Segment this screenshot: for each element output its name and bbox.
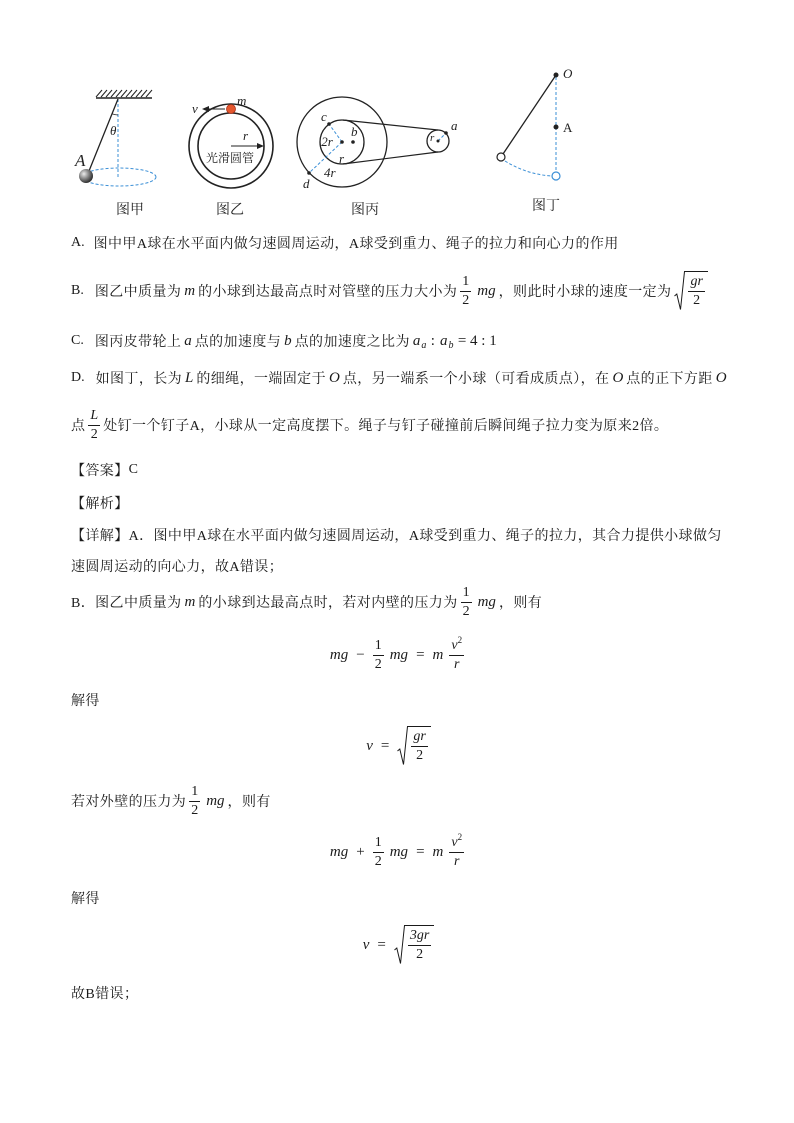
option-text: 图中甲A球在水平面内做匀速圆周运动，A球受到重力、绳子的拉力和向心力的作用 bbox=[93, 237, 619, 252]
mg-symbol: mg bbox=[206, 792, 225, 809]
solve-line-2 bbox=[71, 876, 100, 920]
solve-text: 解得 bbox=[71, 694, 100, 709]
mass-symbol: m bbox=[432, 646, 444, 663]
text-segment: 图丙皮带轮上 bbox=[94, 335, 182, 350]
fraction-denominator: 2 bbox=[462, 292, 470, 308]
radicand bbox=[405, 925, 434, 965]
text-segment: 点，另一端系一个小球（可看成质点），在 bbox=[342, 372, 610, 387]
theta-arc bbox=[112, 114, 118, 115]
fraction-numerator: gr bbox=[688, 274, 704, 292]
fraction-numerator: L bbox=[88, 408, 100, 426]
accel-a-symbol: a bbox=[412, 332, 421, 349]
mg-symbol: mg bbox=[389, 843, 409, 860]
square-exponent: 2 bbox=[457, 634, 463, 645]
text-segment: ，则有 bbox=[498, 596, 543, 611]
detail-b-intro bbox=[71, 580, 542, 624]
pivot-o-dot bbox=[554, 73, 559, 78]
fraction-numerator: 1 bbox=[373, 835, 384, 853]
fraction-denominator: 2 bbox=[90, 426, 98, 442]
conclusion-text: 故B错误； bbox=[71, 987, 139, 1002]
square-exponent: 2 bbox=[457, 831, 463, 842]
option-d-line-1 bbox=[71, 356, 730, 400]
radius-a-label: r bbox=[430, 132, 435, 144]
radicand bbox=[685, 271, 707, 311]
equals-operator: = bbox=[380, 737, 390, 754]
answer-value: C bbox=[128, 462, 139, 477]
detail-text: 速圆周运动的向心力，故A错误； bbox=[71, 560, 284, 575]
text-segment: 处钉一个钉子A，小球从一定高度摆下。绳子与钉子碰撞前后瞬间绳子拉力变为原来2倍。 bbox=[103, 419, 669, 434]
figure-yi bbox=[189, 93, 273, 218]
nail-a-label: A bbox=[563, 120, 573, 135]
result-inner-wall bbox=[0, 724, 794, 768]
accel-b-symbol: a bbox=[439, 332, 448, 349]
ball-bottom bbox=[552, 172, 560, 180]
fraction-numerator: 1 bbox=[461, 585, 472, 603]
fraction-one-half bbox=[189, 784, 200, 819]
velocity-arrowhead bbox=[202, 106, 209, 112]
point-b-label: b bbox=[351, 124, 358, 139]
solve-line-1 bbox=[71, 678, 100, 722]
radius-c-label: 2r bbox=[321, 134, 333, 149]
fraction-denominator: 2 bbox=[416, 947, 424, 962]
point-d-dot bbox=[307, 171, 311, 175]
option-label: C. bbox=[71, 333, 84, 348]
text-segment: B．图乙中质量为 bbox=[71, 596, 182, 611]
text-segment: ，则有 bbox=[227, 795, 271, 810]
fraction-gr-over-2 bbox=[411, 729, 427, 764]
figure-caption: 图甲 bbox=[116, 203, 144, 218]
detail-text: A．图中甲A球在水平面内做匀速圆周运动，A球受到重力、绳子的拉力，其合力提供小球做匀 bbox=[128, 529, 722, 544]
mg-symbol: mg bbox=[329, 646, 349, 663]
point-b-dot bbox=[351, 140, 355, 144]
fraction-3gr-over-2 bbox=[408, 928, 431, 963]
result-outer-wall bbox=[0, 923, 794, 967]
text-segment: 的小球到达最高点时对管壁的压力大小为 bbox=[198, 285, 458, 300]
accel-a-subscript: a bbox=[421, 339, 427, 351]
option-label: D. bbox=[71, 370, 85, 385]
radius-b-label: r bbox=[339, 151, 345, 166]
length-symbol: L bbox=[185, 369, 194, 386]
point-a-label: a bbox=[451, 118, 458, 133]
equation-inner-wall bbox=[0, 633, 794, 677]
pivot-o-label: O bbox=[563, 66, 573, 81]
ratio-value: = 4 : 1 bbox=[457, 332, 497, 349]
text-segment: 图乙中质量为 bbox=[94, 285, 182, 300]
point-a-dot bbox=[444, 131, 448, 135]
velocity-symbol: v bbox=[451, 637, 458, 653]
fraction-numerator bbox=[449, 831, 464, 853]
radius-label: r bbox=[243, 128, 249, 143]
ball-a bbox=[79, 169, 93, 183]
velocity-symbol: v bbox=[362, 936, 370, 953]
mass-ball bbox=[227, 105, 236, 114]
velocity-symbol: v bbox=[451, 834, 458, 850]
text-segment: 点的加速度之比为 bbox=[294, 335, 410, 350]
point-o-symbol: O bbox=[715, 369, 727, 386]
outer-wall-intro bbox=[71, 779, 271, 823]
figure-jia bbox=[74, 90, 156, 218]
figures-panel bbox=[0, 0, 794, 225]
mg-symbol: mg bbox=[477, 593, 496, 610]
point-c-dot bbox=[327, 122, 331, 126]
plus-operator: + bbox=[356, 843, 365, 860]
equation-outer-wall bbox=[0, 830, 794, 874]
sqrt-expression bbox=[394, 925, 434, 965]
mass-symbol: m bbox=[184, 593, 196, 610]
ceiling-hatch bbox=[96, 90, 152, 97]
ratio-colon: : bbox=[430, 332, 435, 349]
radical-stroke bbox=[394, 926, 405, 964]
point-b-symbol: b bbox=[284, 332, 292, 349]
fraction-numerator: gr bbox=[411, 729, 427, 747]
radius-d-label: 4r bbox=[324, 165, 336, 180]
figure-bing bbox=[297, 97, 458, 218]
sqrt-expression bbox=[674, 271, 707, 311]
theta-label: θ bbox=[110, 123, 117, 138]
point-c-label: c bbox=[321, 109, 327, 124]
orbit-path bbox=[82, 168, 156, 186]
option-label: B. bbox=[71, 283, 84, 298]
mg-symbol: mg bbox=[389, 646, 409, 663]
nail-a-dot bbox=[554, 125, 559, 130]
fraction-denominator: 2 bbox=[374, 656, 382, 672]
radical-sign bbox=[394, 925, 405, 965]
fraction-denominator: 2 bbox=[191, 802, 199, 818]
radical-stroke bbox=[398, 727, 409, 765]
text-segment: 的细绳，一端固定于 bbox=[196, 372, 326, 387]
fraction-l-over-2 bbox=[88, 408, 100, 443]
small-pulley-center bbox=[437, 140, 440, 143]
radical-sign bbox=[397, 726, 408, 766]
radical-sign bbox=[674, 271, 685, 311]
text-segment: 若对外壁的压力为 bbox=[71, 795, 187, 810]
figure-caption: 图丙 bbox=[351, 203, 379, 218]
radicand bbox=[408, 726, 430, 766]
point-d-label: d bbox=[303, 176, 310, 191]
point-o-symbol: O bbox=[328, 369, 340, 386]
figure-ding bbox=[497, 66, 573, 214]
ball-start bbox=[497, 153, 505, 161]
fraction-numerator bbox=[449, 634, 464, 656]
radical-stroke bbox=[675, 272, 686, 310]
mg-symbol: mg bbox=[329, 843, 349, 860]
option-a bbox=[71, 221, 619, 265]
fraction-one-half bbox=[373, 835, 384, 870]
equals-operator: = bbox=[416, 646, 425, 663]
fraction-denominator: r bbox=[454, 853, 460, 869]
text-segment: 点的正下方距 bbox=[626, 372, 713, 387]
fraction-numerator: 1 bbox=[373, 638, 384, 656]
ball-a-label: A bbox=[75, 151, 86, 170]
conclusion-line bbox=[71, 971, 138, 1015]
answer-tag: 【答案】 bbox=[71, 464, 129, 479]
fraction-denominator: 2 bbox=[374, 853, 382, 869]
detail-tag: 【详解】 bbox=[71, 529, 129, 544]
mass-label: m bbox=[237, 93, 247, 108]
mass-symbol: m bbox=[184, 282, 196, 299]
fraction-numerator: 3gr bbox=[408, 928, 431, 946]
fraction-gr-over-2 bbox=[688, 274, 704, 309]
text-segment: 点 bbox=[71, 419, 86, 434]
large-pulley-center bbox=[340, 140, 344, 144]
fraction-numerator: 1 bbox=[460, 274, 471, 292]
radius-arrowhead bbox=[257, 143, 264, 149]
equals-operator: = bbox=[377, 936, 386, 953]
point-a-symbol: a bbox=[184, 332, 192, 349]
text-segment: 的小球到达最高点时，若对内壁的压力为 bbox=[198, 596, 458, 611]
option-b bbox=[71, 269, 708, 313]
fraction-one-half bbox=[461, 585, 472, 620]
sqrt-expression bbox=[397, 726, 430, 766]
mg-symbol: mg bbox=[477, 282, 496, 299]
solve-text: 解得 bbox=[71, 892, 100, 907]
velocity-symbol: v bbox=[366, 737, 373, 754]
fraction-v2-over-r bbox=[449, 634, 464, 673]
fraction-denominator: r bbox=[454, 656, 460, 672]
mass-symbol: m bbox=[432, 843, 444, 860]
option-label: A. bbox=[71, 235, 85, 250]
swing-arc bbox=[505, 161, 552, 176]
velocity-label: v bbox=[192, 101, 198, 116]
fraction-denominator: 2 bbox=[462, 603, 470, 619]
text-segment: 如图丁，长为 bbox=[95, 372, 183, 387]
minus-operator: − bbox=[356, 646, 365, 663]
fraction-v2-over-r bbox=[449, 831, 464, 870]
figure-caption: 图乙 bbox=[216, 203, 244, 218]
fraction-denominator: 2 bbox=[693, 293, 701, 308]
accel-b-subscript: b bbox=[448, 339, 454, 351]
analysis-tag: 【解析】 bbox=[71, 497, 129, 512]
equals-operator: = bbox=[416, 843, 425, 860]
fraction-numerator: 1 bbox=[189, 784, 200, 802]
fraction-one-half bbox=[373, 638, 384, 673]
text-segment: 点的加速度与 bbox=[194, 335, 282, 350]
tube-label: 光滑圆管 bbox=[205, 151, 255, 165]
fraction-one-half bbox=[460, 274, 471, 309]
point-o-symbol: O bbox=[612, 369, 624, 386]
option-d-line-2 bbox=[71, 403, 668, 447]
fraction-denominator: 2 bbox=[416, 748, 424, 763]
text-segment: ，则此时小球的速度一定为 bbox=[498, 285, 672, 300]
figure-caption: 图丁 bbox=[532, 199, 560, 214]
string bbox=[503, 75, 556, 154]
